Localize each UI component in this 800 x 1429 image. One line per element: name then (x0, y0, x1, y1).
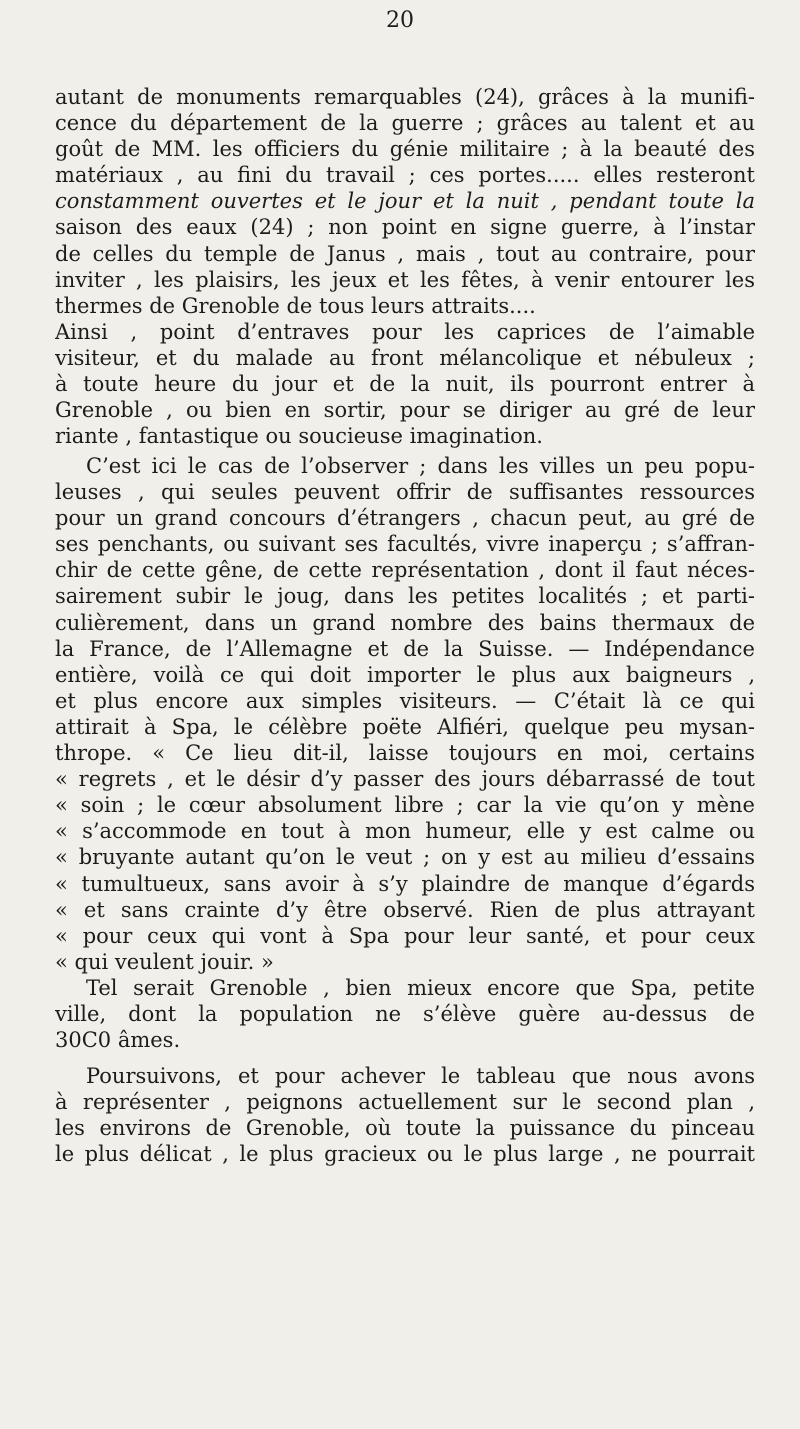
text-line: thermes de Grenoble de tous leurs attraits.... (55, 293, 536, 318)
text-line: Ainsi , point d’entraves pour les caprices de l’aimable (55, 319, 755, 344)
text-line: leuses , qui seules peuvent offrir de suffisantes ressources (55, 480, 755, 505)
quote-line: « s’accommode en tout à mon humeur, elle y est calme ou (55, 819, 755, 844)
text-line: thrope. « Ce lieu dit-il, laisse toujours en moi, certains (55, 741, 755, 766)
text-line: C’est ici le cas de l’observer ; dans les villes un peu popu- (86, 454, 755, 478)
quote-line: « et sans crainte d’y être observé. Rien de plus attrayant (55, 897, 755, 922)
paragraph-3 (55, 1063, 755, 1167)
text-line: le plus délicat , le plus gracieux ou le plus large , ne pourrait (55, 1142, 755, 1167)
text-line: culièrement, dans un grand nombre des bains thermaux de (55, 610, 755, 635)
text-line: ville, dont la population ne s’élève guère au-dessus de (55, 1001, 755, 1026)
quote-line: « bruyante autant qu’on le veut ; on y est au milieu d’essains (55, 845, 755, 870)
text-line: saison des eaux (24) ; non point en signe guerre, à l’instar (55, 215, 755, 240)
quote-line: « qui veulent jouir. » (55, 949, 274, 974)
quote-line: « soin ; le cœur absolument libre ; car la vie qu’on y mène (55, 793, 755, 818)
text-line-italic: constamment ouvertes et le jour et la nuit , pendant toute la (55, 189, 755, 214)
text-line: à toute heure du jour et de la nuit, ils pourront entrer à (55, 372, 755, 397)
paragraph-1 (55, 84, 755, 449)
text-line: cence du département de la guerre ; grâces au talent et au (55, 111, 755, 136)
text-line: pour un grand concours d’étrangers , chacun peut, au gré de (55, 506, 755, 531)
text-line: chir de cette gêne, de cette représentation , dont il faut néces- (55, 558, 755, 583)
text-line: Tel serait Grenoble , bien mieux encore que Spa, petite (86, 975, 755, 1000)
page-number: 20 (386, 8, 414, 33)
quote-line: « pour ceux qui vont à Spa pour leur santé, et pour ceux (55, 923, 755, 948)
text-line: riante , fantastique ou soucieuse imagination. (55, 424, 543, 449)
text-line: inviter , les plaisirs, les jeux et les fêtes, à venir entourer les (55, 267, 755, 292)
text-line: matériaux , au fini du travail ; ces portes..... elles resteront (55, 163, 755, 188)
quote-line: « regrets , et le désir d’y passer des jours débarrassé de tout (55, 767, 755, 792)
text-line: 30C0 âmes. (55, 1028, 181, 1053)
quote-line: « tumultueux, sans avoir à s’y plaindre de manque d’égards (55, 871, 755, 896)
text-line: la France, de l’Allemagne et de la Suisse. — Indépendance (55, 636, 755, 661)
text-line: goût de MM. les officiers du génie militaire ; à la beauté des (55, 137, 755, 162)
paragraph-2 (55, 453, 755, 1053)
text-line: de celles du temple de Janus , mais , tout au contraire, pour (55, 241, 755, 266)
text-line: entière, voilà ce qui doit importer le plus aux baigneurs , (55, 662, 755, 687)
text-line: et plus encore aux simples visiteurs. — C’était là ce qui (55, 688, 755, 713)
text-line: les environs de Grenoble, où toute la puissance du pinceau (55, 1116, 755, 1141)
text-line: Grenoble , ou bien en sortir, pour se diriger au gré de leur (55, 398, 755, 423)
text-line: autant de monuments remarquables (24), grâces à la munifi- (55, 85, 755, 109)
text-line: visiteur, et du malade au front mélancolique et nébuleux ; (55, 345, 755, 370)
text-line: sairement subir le joug, dans les petites localités ; et parti- (55, 584, 755, 609)
text-line: ses penchants, ou suivant ses facultés, vivre inaperçu ; s’affran- (55, 532, 755, 557)
text-line: attirait à Spa, le célèbre poëte Alfiéri, quelque peu mysan- (55, 714, 755, 739)
text-line: Poursuivons, et pour achever le tableau que nous avons (86, 1064, 755, 1088)
text-line: à représenter , peignons actuellement sur le second plan , (55, 1090, 755, 1115)
